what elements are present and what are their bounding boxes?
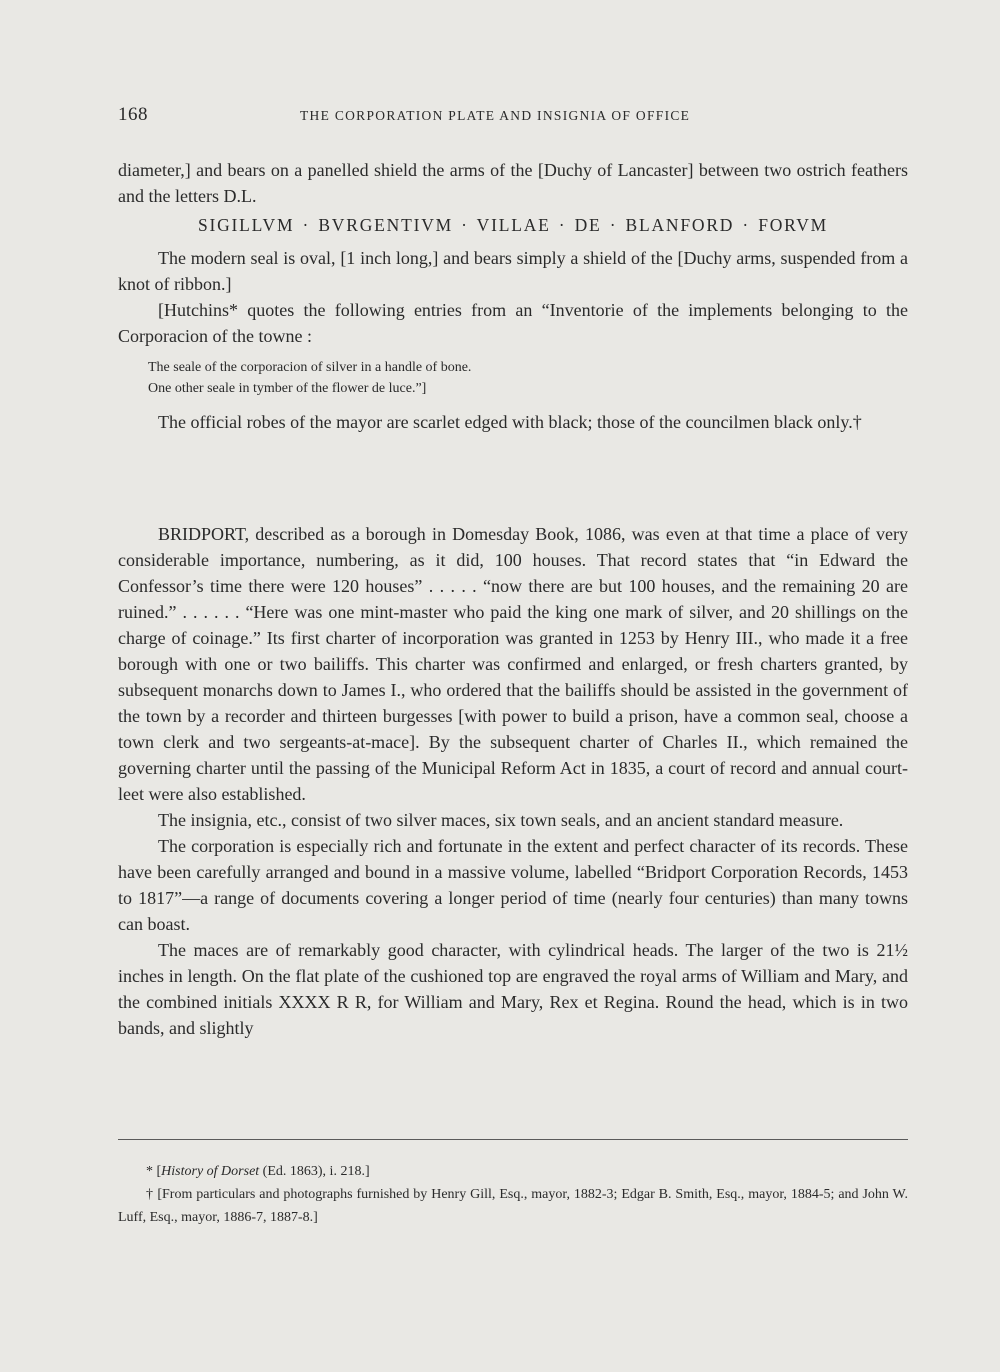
body-text-top [118, 157, 908, 435]
body-text-bridport [118, 521, 908, 1041]
footnote-rule [118, 1139, 908, 1140]
paragraph-records: The corporation is especially rich and fortunate in the extent and perfect character of its records. These have been carefully arranged and bound in a massive volume, labelled “Bridport Corporation Records, 1453 to 1817”—a range of documents covering a longer period of time (nearly four centuries) than many towns can boast. [118, 836, 908, 934]
footnote-2: † [From particulars and photographs furnished by Henry Gill, Esq., mayor, 1882-3; Edgar B. Smith, Esq., mayor, 1884-5; and John W. Luff, Esq., mayor, 1886-7, 1887-8.] [118, 1187, 908, 1225]
paragraph-bridport: BRIDPORT, described as a borough in Domesday Book, 1086, was even at that time a place of very considerable importance, numbering, as it did, 100 houses. That record states that “in Edward the Confessor’s time there were 120 houses” . . . . . “now there are but 100 houses, and the remaining 20 are ruined.” . . . . . . “Here was one mint-master who paid the king one mark of silver, and 20 shillings on the charge of coinage.” Its first charter of incorporation was granted in 1253 by Henry III., who made it a free borough with one or two bailiffs. This charter was confirmed and enlarged, or fresh charters granted, by subsequent monarchs down to James I., who ordered that the bailiffs should be assisted in the government of the town by a recorder and thirteen burgesses [with power to build a prison, have a common seal, choose a town clerk and two sergeants-at-mace]. By the subsequent charter of Charles II., which remained the governing charter until the passing of the Municipal Reform Act in 1835, a court of record and annual court-leet were also established. [118, 524, 908, 804]
quote-line: One other seale in tymber of the flower de luce.”] [148, 381, 427, 396]
running-title: THE CORPORATION PLATE AND INSIGNIA OF OFFICE [300, 108, 691, 123]
paragraph-diameter: diameter,] and bears on a panelled shield the arms of the [Duchy of Lancaster] between two ostrich feathers and the letters D.L. [118, 160, 908, 206]
paragraph-maces: The maces are of remarkably good character, with cylindrical heads. The larger of the two is 21½ inches in length. On the flat plate of the cushioned top are engraved the royal arms of William and Mary, and the combined initials XXXX R R, for William and Mary, Rex et Regina. Round the head, which is in two bands, and slightly [118, 940, 908, 1038]
footnotes [118, 1160, 908, 1229]
paragraph-robes: The official robes of the mayor are scarlet edged with black; those of the councilmen black only.† [158, 412, 862, 432]
footnote-1 [118, 1160, 908, 1183]
quote-line: The seale of the corporacion of silver in a handle of bone. [148, 360, 472, 375]
footnote-1-title: History of Dorset [161, 1164, 260, 1179]
footnote-1-rest: (Ed. 1863), i. 218.] [259, 1164, 370, 1179]
inventory-quote [118, 357, 908, 399]
page-number: 168 [118, 104, 148, 125]
footnote-1-mark: * [ [146, 1164, 162, 1179]
seal-legend: SIGILLVM · BVRGENTIVM · VILLAE · DE · BLANFORD · FORVM [197, 215, 829, 235]
paragraph-hutchins: [Hutchins* quotes the following entries from an “Inventorie of the implements belonging to the Corporacion of the towne : [118, 300, 908, 346]
paragraph-modern-seal: The modern seal is oval, [1 inch long,] and bears simply a shield of the [Duchy arms, suspended from a knot of ribbon.] [118, 248, 908, 294]
page-header [118, 104, 910, 132]
paragraph-insignia: The insignia, etc., consist of two silver maces, six town seals, and an ancient standard measure. [158, 810, 844, 830]
